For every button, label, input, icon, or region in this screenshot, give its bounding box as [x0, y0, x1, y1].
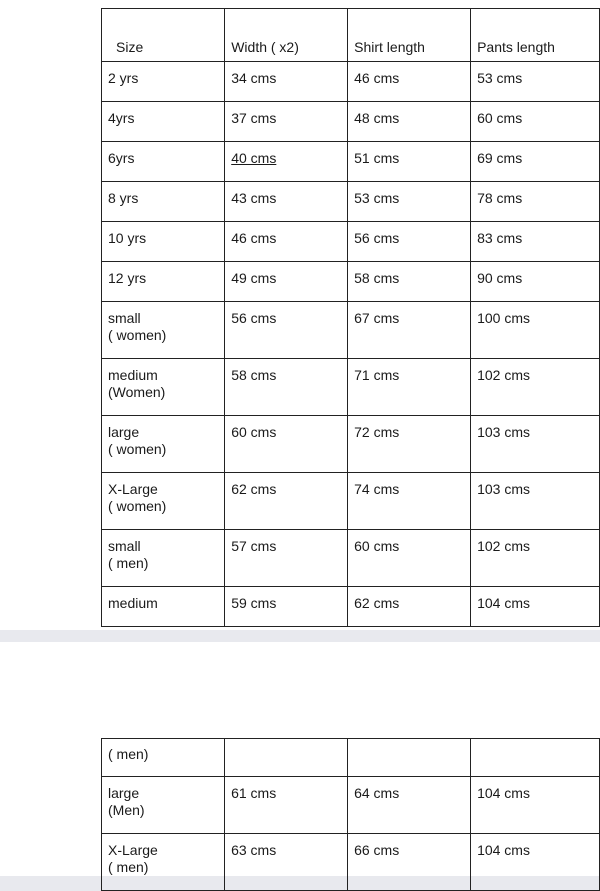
table-row [102, 834, 600, 891]
cell-pants-length: 103 cms [471, 473, 600, 530]
cell-pants-length: 53 cms [471, 62, 600, 102]
cell-width: 34 cms [225, 62, 348, 102]
cell-width: 37 cms [225, 102, 348, 142]
cell-width: 43 cms [225, 182, 348, 222]
cell-size: X-Large ( men) [102, 834, 225, 891]
cell-shirt-length: 46 cms [348, 62, 471, 102]
table-row [102, 739, 600, 777]
cell-width: 59 cms [225, 587, 348, 627]
cell-size: medium [102, 587, 225, 627]
cell-width: 60 cms [225, 416, 348, 473]
table-row [102, 777, 600, 834]
cell-shirt-length: 56 cms [348, 222, 471, 262]
cell-width: 61 cms [225, 777, 348, 834]
cell-width: 63 cms [225, 834, 348, 891]
document-page-2 [0, 642, 600, 876]
cell-width: 56 cms [225, 302, 348, 359]
cell-pants-length: 102 cms [471, 530, 600, 587]
table-header-row [102, 9, 600, 62]
header-shirt-length: Shirt length [348, 9, 471, 62]
cell-pants-length [471, 739, 600, 777]
cell-pants-length: 69 cms [471, 142, 600, 182]
cell-size: 10 yrs [102, 222, 225, 262]
header-pants-length: Pants length [471, 9, 600, 62]
cell-shirt-length: 74 cms [348, 473, 471, 530]
cell-size: large ( women) [102, 416, 225, 473]
cell-size: small ( men) [102, 530, 225, 587]
cell-shirt-length: 72 cms [348, 416, 471, 473]
table-row [102, 359, 600, 416]
cell-size: medium (Women) [102, 359, 225, 416]
cell-pants-length: 104 cms [471, 777, 600, 834]
table-row [102, 222, 600, 262]
cell-shirt-length [348, 739, 471, 777]
header-width: Width ( x2) [225, 9, 348, 62]
cell-size: small ( women) [102, 302, 225, 359]
table-row [102, 62, 600, 102]
cell-pants-length: 104 cms [471, 587, 600, 627]
table-row [102, 142, 600, 182]
cell-shirt-length: 48 cms [348, 102, 471, 142]
cell-width-text: 40 cms [231, 150, 277, 166]
cell-width: 62 cms [225, 473, 348, 530]
cell-size: ( men) [102, 739, 225, 777]
cell-shirt-length: 60 cms [348, 530, 471, 587]
cell-size: 6yrs [102, 142, 225, 182]
cell-pants-length: 102 cms [471, 359, 600, 416]
cell-size: 8 yrs [102, 182, 225, 222]
size-chart-table [101, 8, 600, 627]
cell-pants-length: 90 cms [471, 262, 600, 302]
cell-width [225, 142, 348, 182]
cell-pants-length: 78 cms [471, 182, 600, 222]
cell-size: 4yrs [102, 102, 225, 142]
table-row [102, 302, 600, 359]
cell-shirt-length: 64 cms [348, 777, 471, 834]
cell-shirt-length: 67 cms [348, 302, 471, 359]
cell-size: large (Men) [102, 777, 225, 834]
table-row [102, 182, 600, 222]
cell-pants-length: 104 cms [471, 834, 600, 891]
cell-shirt-length: 51 cms [348, 142, 471, 182]
cell-shirt-length: 58 cms [348, 262, 471, 302]
table-row [102, 473, 600, 530]
cell-size: 2 yrs [102, 62, 225, 102]
cell-width: 57 cms [225, 530, 348, 587]
cell-width [225, 739, 348, 777]
table-row [102, 530, 600, 587]
table-row [102, 587, 600, 627]
table-row [102, 262, 600, 302]
cell-width: 46 cms [225, 222, 348, 262]
cell-width: 49 cms [225, 262, 348, 302]
cell-size: X-Large ( women) [102, 473, 225, 530]
cell-shirt-length: 53 cms [348, 182, 471, 222]
cell-pants-length: 83 cms [471, 222, 600, 262]
cell-size: 12 yrs [102, 262, 225, 302]
cell-pants-length: 60 cms [471, 102, 600, 142]
cell-pants-length: 100 cms [471, 302, 600, 359]
table-row [102, 102, 600, 142]
size-chart-table-continued [101, 738, 600, 891]
cell-shirt-length: 66 cms [348, 834, 471, 891]
cell-shirt-length: 71 cms [348, 359, 471, 416]
table-row [102, 416, 600, 473]
cell-pants-length: 103 cms [471, 416, 600, 473]
cell-shirt-length: 62 cms [348, 587, 471, 627]
cell-width: 58 cms [225, 359, 348, 416]
header-size: Size [102, 9, 225, 62]
